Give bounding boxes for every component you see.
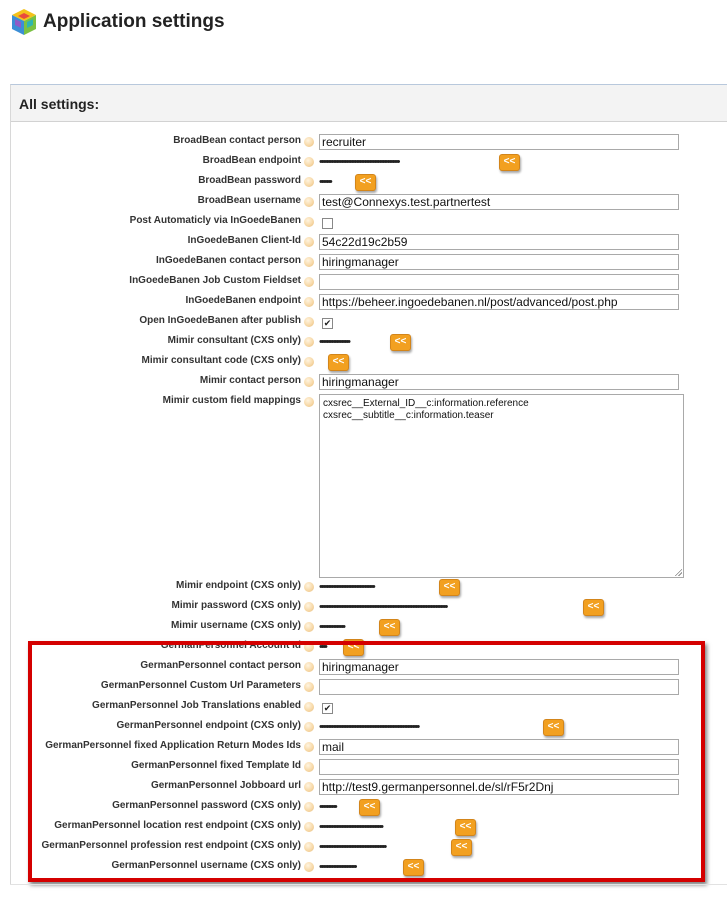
- help-info-icon[interactable]: [304, 802, 314, 812]
- help-info-icon[interactable]: [304, 257, 314, 267]
- setting-row: [0, 618, 727, 638]
- setting-label: GermanPersonnel location rest endpoint (CXS only): [54, 820, 301, 831]
- reveal-edit-button[interactable]: <<: [403, 859, 424, 876]
- setting-label: BroadBean contact person: [173, 135, 301, 146]
- setting-label: InGoedeBanen Client-Id: [187, 235, 301, 246]
- help-info-icon[interactable]: [304, 682, 314, 692]
- setting-label: GermanPersonnel contact person: [140, 660, 301, 671]
- help-info-icon[interactable]: [304, 337, 314, 347]
- help-info-icon[interactable]: [304, 177, 314, 187]
- setting-text-input[interactable]: recruiter: [319, 134, 679, 150]
- help-info-icon[interactable]: [304, 377, 314, 387]
- help-info-icon[interactable]: [304, 702, 314, 712]
- panel-bottom-divider: [10, 884, 727, 885]
- help-info-icon[interactable]: [304, 762, 314, 772]
- help-info-icon[interactable]: [304, 137, 314, 147]
- masked-value: •••••••••••••••••••••••••••••••••: [319, 581, 374, 593]
- setting-label: Mimir custom field mappings: [162, 395, 301, 406]
- setting-text-input[interactable]: mail: [319, 739, 679, 755]
- help-info-icon[interactable]: [304, 662, 314, 672]
- setting-row: [0, 293, 727, 313]
- setting-label: Mimir username (CXS only): [170, 620, 301, 631]
- reveal-edit-button[interactable]: <<: [355, 174, 376, 191]
- setting-label: Mimir password (CXS only): [171, 600, 301, 611]
- textarea-line: cxsrec__External_ID__c:information.reference: [323, 398, 529, 409]
- setting-label: GermanPersonnel fixed Application Return Modes Ids: [45, 740, 301, 751]
- setting-row: [0, 233, 727, 253]
- setting-text-input[interactable]: hiringmanager: [319, 254, 679, 270]
- setting-label: Mimir endpoint (CXS only): [176, 580, 301, 591]
- help-info-icon[interactable]: [304, 277, 314, 287]
- setting-row: [0, 313, 727, 333]
- masked-value: ••••••••••••••••••••••: [319, 861, 356, 873]
- reveal-edit-button[interactable]: <<: [379, 619, 400, 636]
- mappings-textarea[interactable]: [319, 394, 684, 578]
- panel-title: All settings:: [19, 96, 100, 112]
- setting-label: GermanPersonnel password (CXS only): [112, 800, 301, 811]
- setting-row: [0, 778, 727, 798]
- setting-label: Open InGoedeBanen after publish: [139, 315, 301, 326]
- setting-row: [0, 353, 727, 373]
- help-info-icon[interactable]: [304, 217, 314, 227]
- setting-row: [0, 253, 727, 273]
- setting-row: [0, 678, 727, 698]
- setting-row: [0, 133, 727, 153]
- setting-text-input[interactable]: [319, 759, 679, 775]
- setting-label: InGoedeBanen contact person: [155, 255, 301, 266]
- setting-row: [0, 333, 727, 353]
- reveal-edit-button[interactable]: <<: [439, 579, 460, 596]
- setting-label: GermanPersonnel fixed Template Id: [131, 760, 301, 771]
- help-info-icon[interactable]: [304, 622, 314, 632]
- setting-label: GermanPersonnel Custom Url Parameters: [100, 680, 301, 691]
- masked-value: ••••••••••••••••••••••••••••••••••••••••••••••••••••••••••••: [319, 721, 419, 733]
- setting-row: [0, 718, 727, 738]
- masked-value: ••••••••••: [319, 801, 336, 813]
- setting-label: InGoedeBanen Job Custom Fieldset: [129, 275, 301, 286]
- help-info-icon[interactable]: [304, 357, 314, 367]
- help-info-icon[interactable]: [304, 197, 314, 207]
- setting-row: [0, 153, 727, 173]
- setting-label: GermanPersonnel Job Translations enabled: [92, 700, 301, 711]
- setting-row: [0, 738, 727, 758]
- masked-value: •••••••••••••••: [319, 621, 344, 633]
- setting-row: [0, 858, 727, 878]
- help-info-icon[interactable]: [304, 782, 314, 792]
- app-cube-logo-icon: [10, 8, 38, 36]
- setting-label: GermanPersonnel endpoint (CXS only): [116, 720, 301, 731]
- setting-text-input[interactable]: hiringmanager: [319, 374, 679, 390]
- setting-text-input[interactable]: [319, 274, 679, 290]
- help-info-icon[interactable]: [304, 862, 314, 872]
- setting-label: BroadBean endpoint: [202, 155, 301, 166]
- setting-label: GermanPersonnel Account Id: [160, 640, 301, 651]
- setting-text-input[interactable]: test@Connexys.test.partnertest: [319, 194, 679, 210]
- reveal-edit-button[interactable]: <<: [451, 839, 472, 856]
- reveal-edit-button[interactable]: <<: [499, 154, 520, 171]
- masked-value: ••••••••••••••••••••••••••••••••••••••••••••••••: [319, 156, 399, 168]
- masked-value: ••••: [319, 641, 326, 653]
- setting-row: [0, 658, 727, 678]
- page-title: Application settings: [43, 11, 225, 32]
- masked-value: ••••••••••••••••••••••••••••••••••••••••: [319, 841, 386, 853]
- help-info-icon[interactable]: [304, 397, 314, 407]
- reveal-edit-button[interactable]: <<: [359, 799, 380, 816]
- help-info-icon[interactable]: [304, 157, 314, 167]
- resize-grip-icon[interactable]: [674, 568, 682, 576]
- page-header: [0, 0, 727, 48]
- setting-label: BroadBean password: [198, 175, 301, 186]
- setting-label: GermanPersonnel profession rest endpoint (CXS only): [41, 840, 301, 851]
- setting-row: [0, 193, 727, 213]
- setting-label: Mimir consultant (CXS only): [167, 335, 301, 346]
- setting-row: [0, 173, 727, 193]
- reveal-edit-button[interactable]: <<: [328, 354, 349, 371]
- help-info-icon[interactable]: [304, 297, 314, 307]
- setting-row: [0, 758, 727, 778]
- setting-row: [0, 273, 727, 293]
- setting-label: InGoedeBanen endpoint: [185, 295, 301, 306]
- setting-label: Mimir contact person: [199, 375, 301, 386]
- setting-text-input[interactable]: http://test9.germanpersonnel.de/sl/rF5r2Dnj: [319, 779, 679, 795]
- help-info-icon[interactable]: [304, 602, 314, 612]
- setting-label: Mimir consultant code (CXS only): [141, 355, 301, 366]
- masked-value: •••••••••••••••••••••••••••••••••••••••••••••••••••••••••••••••••••••••••••••: [319, 601, 447, 613]
- help-info-icon[interactable]: [304, 237, 314, 247]
- masked-value: ••••••••••••••••••••••••••••••••••••••: [319, 821, 382, 833]
- help-info-icon[interactable]: [304, 822, 314, 832]
- reveal-edit-button[interactable]: <<: [455, 819, 476, 836]
- setting-label: GermanPersonnel Jobboard url: [150, 780, 301, 791]
- setting-text-input[interactable]: [319, 679, 679, 695]
- setting-label: Post Automaticly via InGoedeBanen: [129, 215, 301, 226]
- setting-checkbox[interactable]: ✔: [323, 703, 332, 713]
- setting-label: GermanPersonnel username (CXS only): [111, 860, 301, 871]
- setting-row: [0, 798, 727, 818]
- textarea-line: cxsrec__subtitle__c:information.teaser: [323, 410, 494, 421]
- setting-row: [0, 373, 727, 393]
- setting-row: [0, 818, 727, 838]
- setting-row: [0, 638, 727, 658]
- setting-row: [0, 393, 727, 421]
- setting-label: BroadBean username: [197, 195, 301, 206]
- setting-row: [0, 698, 727, 718]
- setting-text-input[interactable]: https://beheer.ingoedebanen.nl/post/advanced/post.php: [319, 294, 679, 310]
- help-info-icon[interactable]: [304, 642, 314, 652]
- help-info-icon[interactable]: [304, 742, 314, 752]
- setting-row: [0, 213, 727, 233]
- help-info-icon[interactable]: [304, 842, 314, 852]
- setting-row: [0, 578, 727, 598]
- setting-row: [0, 598, 727, 618]
- reveal-edit-button[interactable]: <<: [343, 639, 364, 656]
- masked-value: •••••••: [319, 176, 331, 188]
- setting-checkbox[interactable]: [322, 218, 333, 229]
- help-info-icon[interactable]: [304, 722, 314, 732]
- masked-value: ••••••••••••••••••: [319, 336, 349, 348]
- setting-checkbox[interactable]: ✔: [323, 318, 332, 328]
- help-info-icon[interactable]: [304, 582, 314, 592]
- reveal-edit-button[interactable]: <<: [583, 599, 604, 616]
- reveal-edit-button[interactable]: <<: [390, 334, 411, 351]
- setting-text-input[interactable]: 54c22d19c2b59: [319, 234, 679, 250]
- panel-header: [11, 85, 727, 122]
- setting-text-input[interactable]: hiringmanager: [319, 659, 679, 675]
- help-info-icon[interactable]: [304, 317, 314, 327]
- setting-row: [0, 838, 727, 858]
- reveal-edit-button[interactable]: <<: [543, 719, 564, 736]
